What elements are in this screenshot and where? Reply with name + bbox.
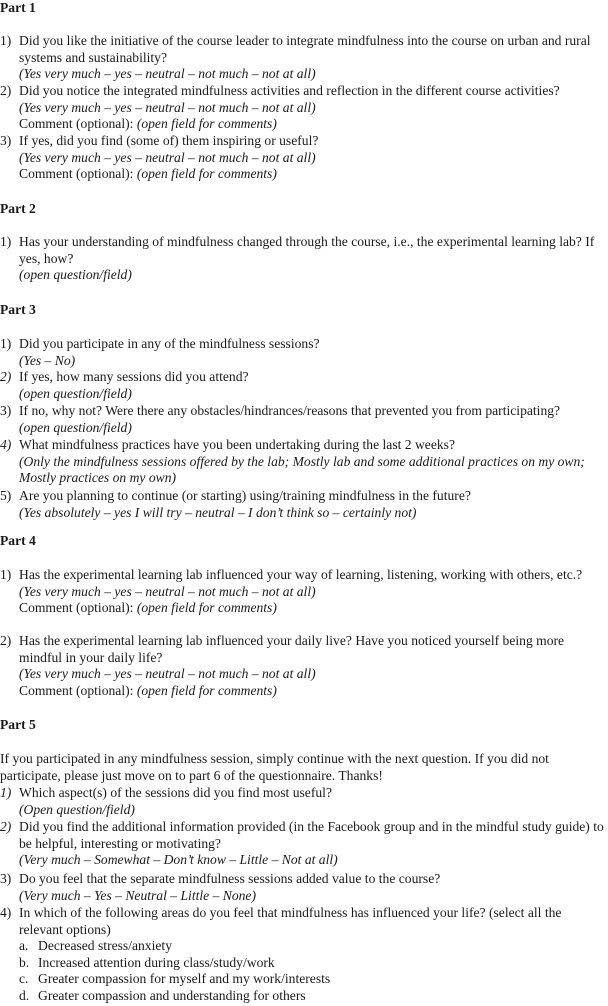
answer-options: (Yes absolutely – yes I will try – neutral – I don’t think so – certainly not) — [19, 504, 417, 520]
comment-line — [19, 166, 608, 183]
question-text: Which aspect(s) of the sessions did you find most useful? — [19, 785, 332, 800]
answer-options: (Yes very much – yes – neutral – not much – not at all) — [19, 66, 316, 82]
option-letter: b. — [19, 954, 30, 970]
part-5-question-3 — [0, 871, 608, 904]
part-1-question-1 — [0, 33, 608, 83]
question-number: 1) — [0, 33, 12, 48]
comment-field: (open field for comments) — [136, 166, 277, 182]
part-5-question-2 — [0, 819, 608, 869]
part-3-question-1 — [0, 336, 608, 369]
question-number: 3) — [0, 133, 12, 148]
answer-options: (Only the mindfulness sessions offered by the lab; Mostly lab and some additional practices on my own; Mostly practices on my own) — [19, 453, 585, 486]
question-number: 3) — [0, 871, 12, 886]
question-number: 2) — [0, 633, 12, 648]
option-item — [19, 938, 608, 955]
option-text: Greater compassion for myself and my work/interests — [38, 971, 331, 987]
part-1-heading: Part 1 — [0, 0, 36, 15]
comment-field: (open field for comments) — [136, 682, 277, 698]
question-text: In which of the following areas do you feel that mindfulness has influenced your life? (select all the relevant options) — [19, 905, 562, 937]
answer-options: (Very much – Yes – Neutral – Little – None) — [19, 887, 256, 903]
question-text: Did you participate in any of the mindfulness sessions? — [19, 336, 320, 351]
comment-field: (open field for comments) — [136, 600, 277, 616]
comment-label: Comment (optional): — [19, 600, 134, 616]
part-2-heading: Part 2 — [0, 201, 36, 216]
answer-options: (Yes very much – yes – neutral – not much – not at all) — [19, 583, 316, 599]
option-item — [19, 955, 608, 972]
question-number: 1) — [0, 336, 12, 351]
answer-options: (open question/field) — [19, 267, 132, 283]
question-number: 1) — [0, 234, 12, 249]
option-letter: c. — [19, 971, 29, 987]
question-text: If yes, how many sessions did you attend? — [19, 369, 249, 384]
question-text: Did you find the additional information provided (in the Facebook group and in the mindful study guide) to be helpful, interesting or motivating? — [19, 819, 604, 851]
part-4-heading: Part 4 — [0, 533, 36, 548]
answer-options: (Yes very much – yes – neutral – not much – not at all) — [19, 666, 316, 682]
part-3-question-4 — [0, 437, 608, 487]
question-number: 2) — [0, 819, 12, 834]
question-number: 5) — [0, 488, 12, 503]
comment-label: Comment (optional): — [19, 166, 134, 182]
question-text: Has the experimental learning lab influenced your way of learning, listening, working with others, etc.? — [19, 567, 583, 582]
option-letter: d. — [19, 987, 30, 1003]
question-text: What mindfulness practices have you been undertaking during the last 2 weeks? — [19, 437, 455, 452]
question-text: Has your understanding of mindfulness changed through the course, i.e., the experimental learning lab? If yes, how? — [19, 234, 595, 266]
answer-options: (Very much – Somewhat – Don’t know – Little – Not at all) — [19, 852, 338, 868]
question-number: 2) — [0, 369, 12, 384]
answer-options: (Open question/field) — [19, 801, 135, 817]
option-text: Decreased stress/anxiety — [38, 938, 172, 954]
part-5-question-4 — [0, 905, 608, 1005]
part-4-question-2 — [0, 633, 608, 699]
question-number: 1) — [0, 785, 12, 800]
part-5-intro: If you participated in any mindfulness session, simply continue with the next question. If you did not participate, please just move on to part 6 of the questionnaire. Thanks! — [0, 751, 549, 783]
part-1-question-2 — [0, 83, 608, 133]
question-number: 3) — [0, 403, 12, 418]
question-number: 4) — [0, 905, 12, 920]
question-text: Are you planning to continue (or starting) using/training mindfulness in the future? — [19, 488, 471, 503]
part-5-question-1 — [0, 785, 608, 818]
question-text: Has the experimental learning lab influenced your daily live? Have you noticed yourself being more mindful in your daily life? — [19, 633, 565, 665]
answer-options: (open question/field) — [19, 419, 132, 435]
question-text: Did you like the initiative of the course leader to integrate mindfulness into the course on urban and rural systems and sustainability? — [19, 33, 591, 65]
question-text: If yes, did you find (some of) them inspiring or useful? — [19, 133, 319, 148]
comment-line — [19, 683, 608, 700]
option-text: Increased attention during class/study/work — [38, 954, 275, 970]
part-3-question-5 — [0, 488, 608, 521]
answer-options: (open question/field) — [19, 385, 132, 401]
answer-options: (Yes – No) — [19, 352, 76, 368]
question-text: If no, why not? Were there any obstacles/hindrances/reasons that prevented you from participating? — [19, 403, 561, 418]
question-number: 1) — [0, 567, 12, 582]
option-item — [19, 988, 608, 1005]
comment-label: Comment (optional): — [19, 116, 134, 132]
answer-options: (Yes very much – yes – neutral – not much – not at all) — [19, 149, 316, 165]
part-3-heading: Part 3 — [0, 302, 36, 317]
comment-label: Comment (optional): — [19, 682, 134, 698]
option-text: Greater compassion and understanding for others — [38, 987, 306, 1003]
part-3-question-3 — [0, 403, 608, 436]
question-number: 2) — [0, 83, 12, 98]
part-3-question-2 — [0, 369, 608, 402]
question-number: 4) — [0, 437, 12, 452]
option-letter: a. — [19, 938, 29, 954]
comment-line — [19, 116, 608, 133]
part-1-question-3 — [0, 133, 608, 183]
question-text: Did you notice the integrated mindfulness activities and reflection in the different course activities? — [19, 83, 560, 98]
option-item — [19, 971, 608, 988]
comment-field: (open field for comments) — [136, 116, 277, 132]
question-text: Do you feel that the separate mindfulness sessions added value to the course? — [19, 871, 441, 886]
comment-line — [19, 600, 608, 617]
part-4-question-1 — [0, 567, 608, 617]
answer-options: (Yes very much – yes – neutral – not much – not at all) — [19, 99, 316, 115]
part-2-question-1 — [0, 234, 608, 284]
part-5-heading: Part 5 — [0, 717, 36, 732]
